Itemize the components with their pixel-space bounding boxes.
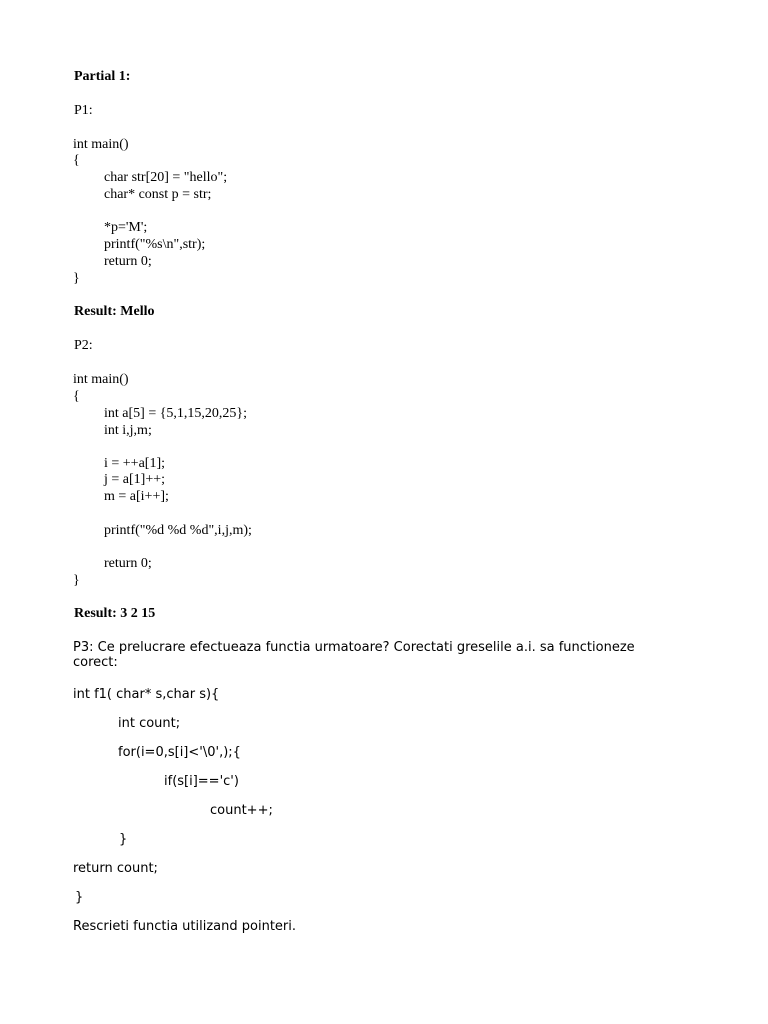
code-line: { <box>73 389 80 404</box>
code-line: count++; <box>210 803 273 818</box>
code-line: char* const p = str; <box>104 187 212 202</box>
code-line: j = a[1]++; <box>104 472 166 487</box>
problem-question-p3: P3: Ce prelucrare efectueaza functia urmatoare? Corectati greselile a.i. sa functioneze <box>73 640 635 655</box>
code-line: return count; <box>73 861 158 876</box>
code-line: *p='M'; <box>104 220 148 235</box>
code-line: return 0; <box>104 254 152 269</box>
code-line: { <box>73 153 80 168</box>
problem-label-p1: P1: <box>74 103 93 118</box>
result-p1: Result: Mello <box>74 304 155 319</box>
code-line: m = a[i++]; <box>104 489 169 504</box>
section-heading: Partial 1: <box>74 69 131 84</box>
code-line: int main() <box>73 372 129 387</box>
code-line: int count; <box>118 716 181 731</box>
code-line: int i,j,m; <box>104 423 152 438</box>
result-p2: Result: 3 2 15 <box>74 606 156 621</box>
problem-label-p2: P2: <box>74 338 93 353</box>
code-line: } <box>75 890 84 905</box>
code-line: i = ++a[1]; <box>104 456 166 471</box>
code-line: return 0; <box>104 556 152 571</box>
code-line: char str[20] = "hello"; <box>104 170 228 185</box>
code-line: } <box>73 271 80 286</box>
code-line: int main() <box>73 137 129 152</box>
code-line: for(i=0,s[i]<'\0',);{ <box>118 745 241 760</box>
code-line: int a[5] = {5,1,15,20,25}; <box>104 406 248 421</box>
code-line: } <box>119 832 128 847</box>
code-line: printf("%s\n",str); <box>104 237 206 252</box>
instruction-text: Rescrieti functia utilizand pointeri. <box>73 919 296 934</box>
code-line: int f1( char* s,char s){ <box>73 687 220 702</box>
code-line: } <box>73 573 80 588</box>
code-line: printf("%d %d %d",i,j,m); <box>104 523 252 538</box>
code-line: if(s[i]=='c') <box>164 774 239 789</box>
problem-question-p3-cont: corect: <box>73 655 118 670</box>
